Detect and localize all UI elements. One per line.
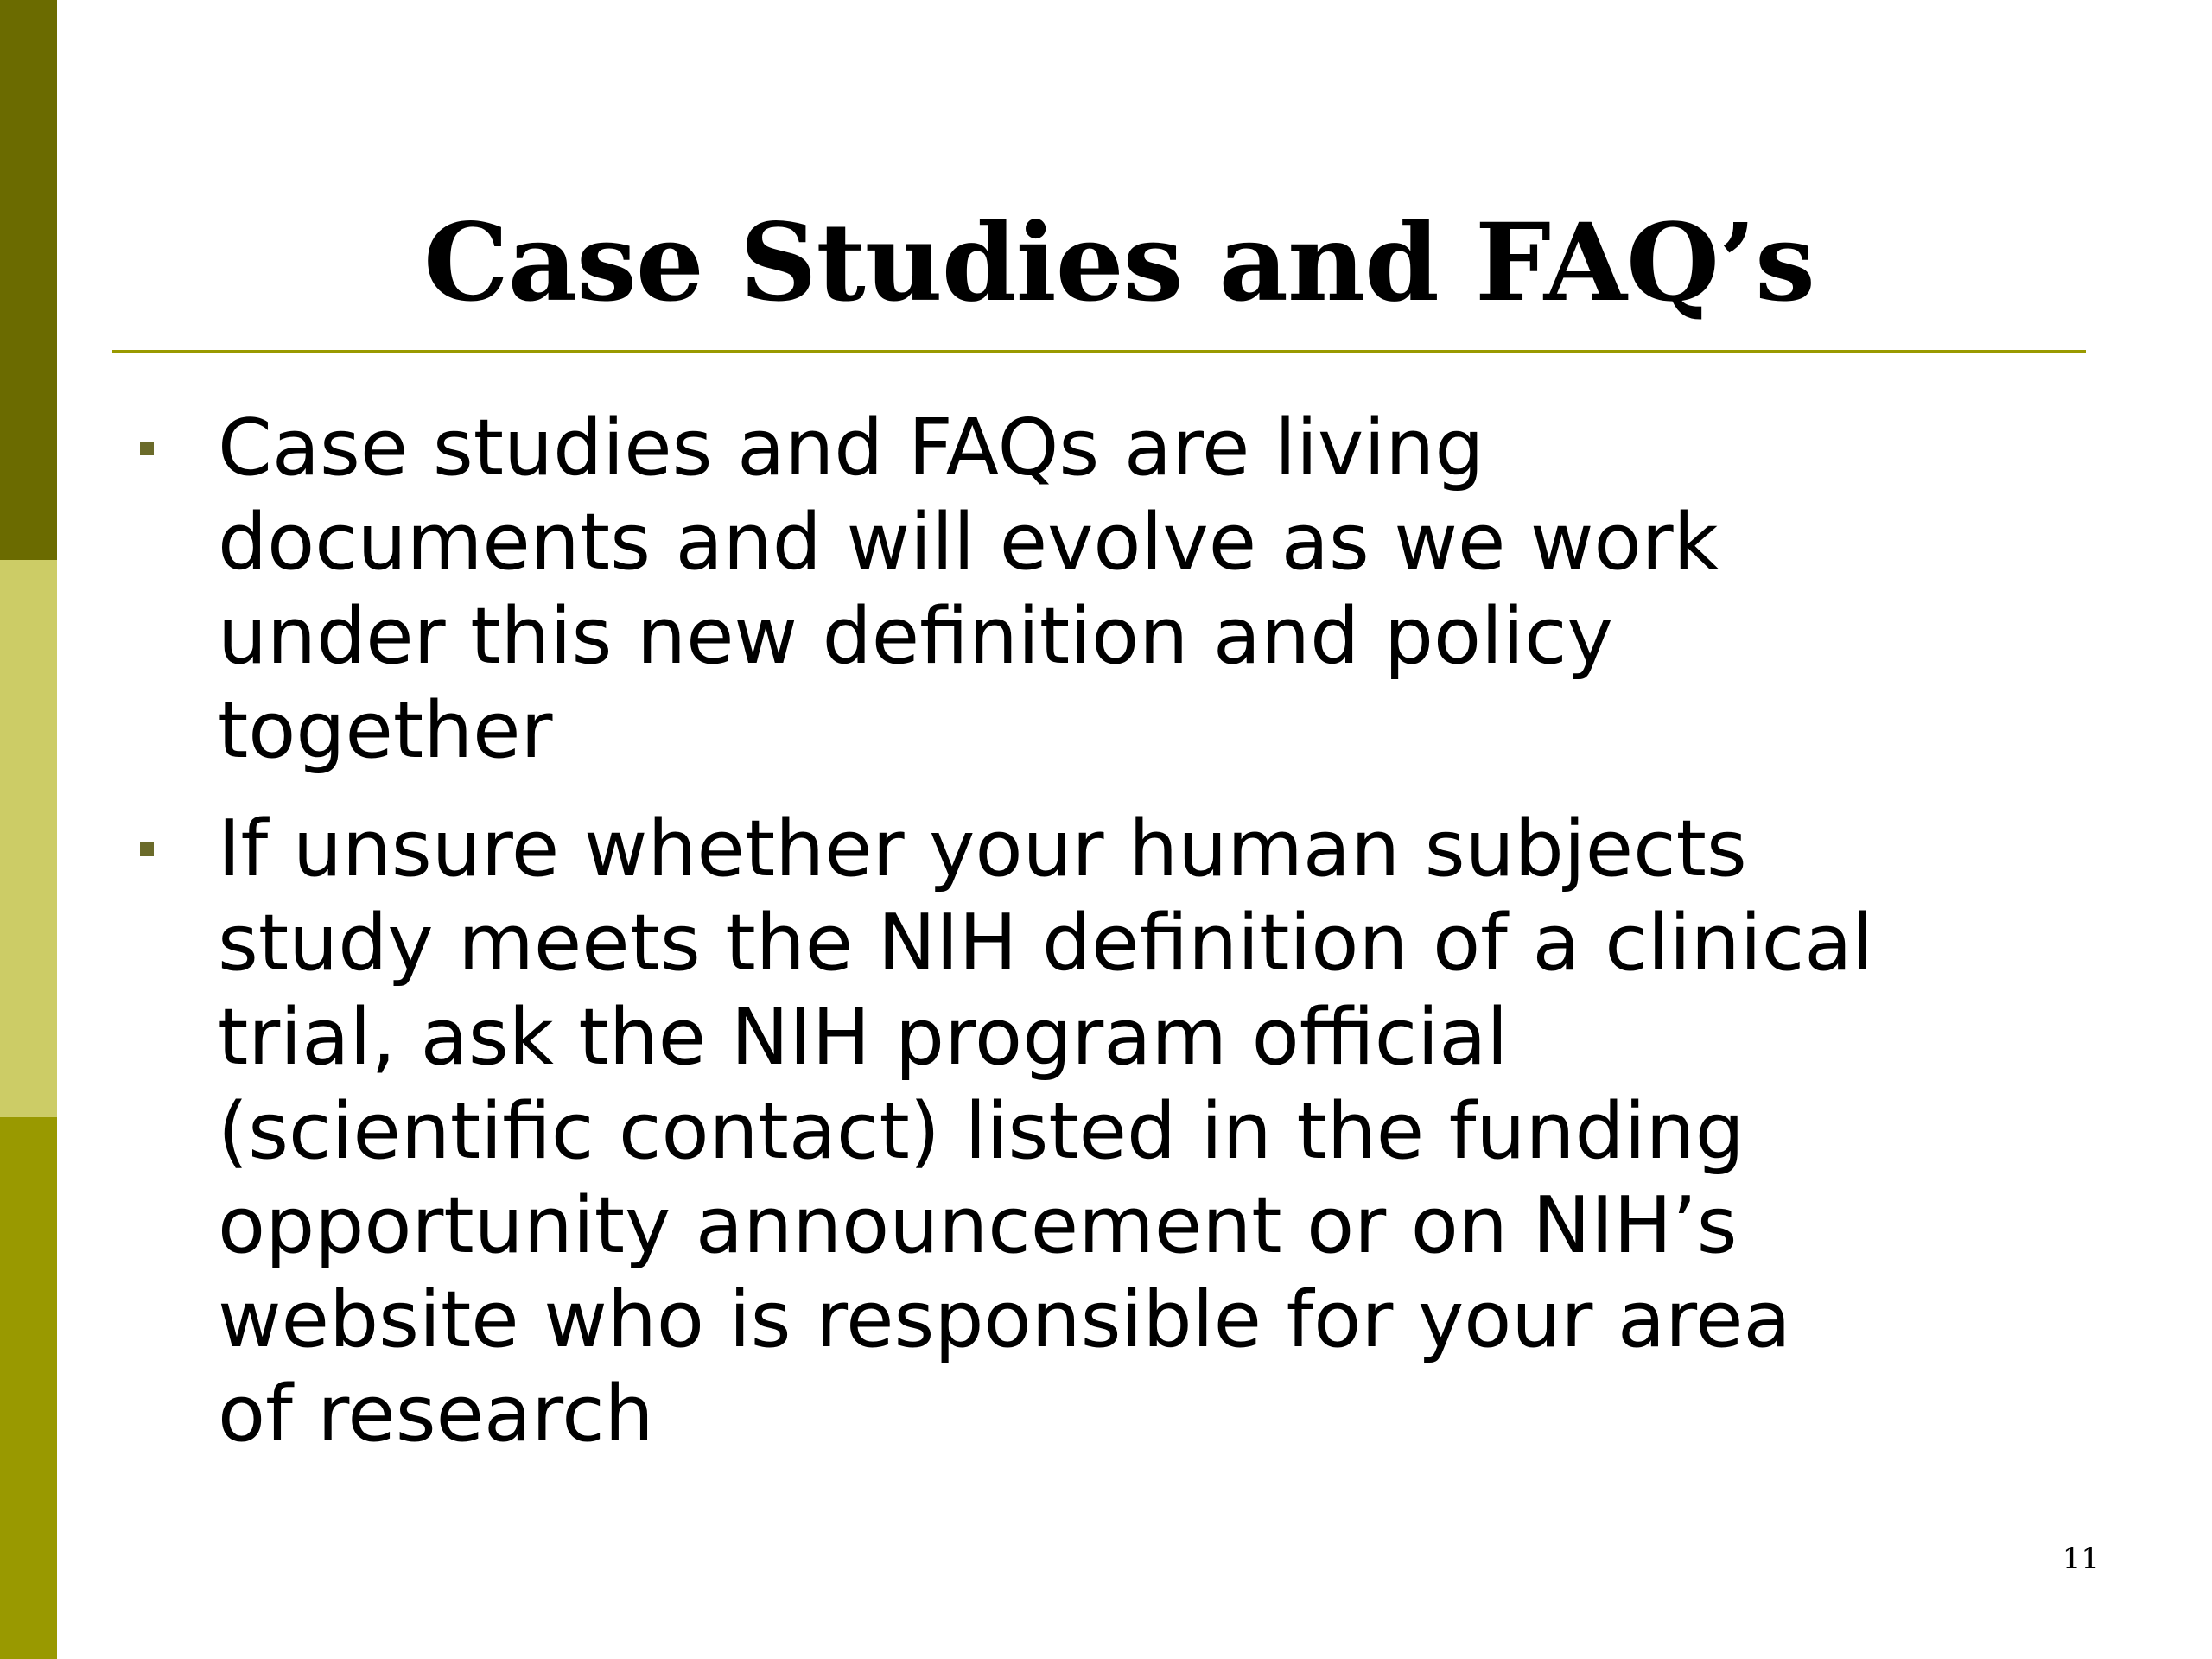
bullet-text: If unsure whether your human subjects study meets the NIH definition of a clinical trial, ask the NIH program official (scientific contact) listed in the funding opportunity announcement or on NIH’s website who is responsible for your area of research <box>218 804 1874 1459</box>
square-bullet-icon <box>140 842 154 856</box>
bullet-text: Case studies and FAQs are living documents and will evolve as we work under this new definition and policy together <box>218 403 1719 776</box>
title-divider <box>112 350 2086 353</box>
square-bullet-icon <box>140 442 154 455</box>
bullet-list <box>0 401 2160 1485</box>
slide-title: Case Studies and FAQ’s <box>423 200 1815 326</box>
page-number: 11 <box>2062 1541 2100 1576</box>
bullet-item <box>0 802 2160 1461</box>
bullet-item <box>0 401 2160 778</box>
